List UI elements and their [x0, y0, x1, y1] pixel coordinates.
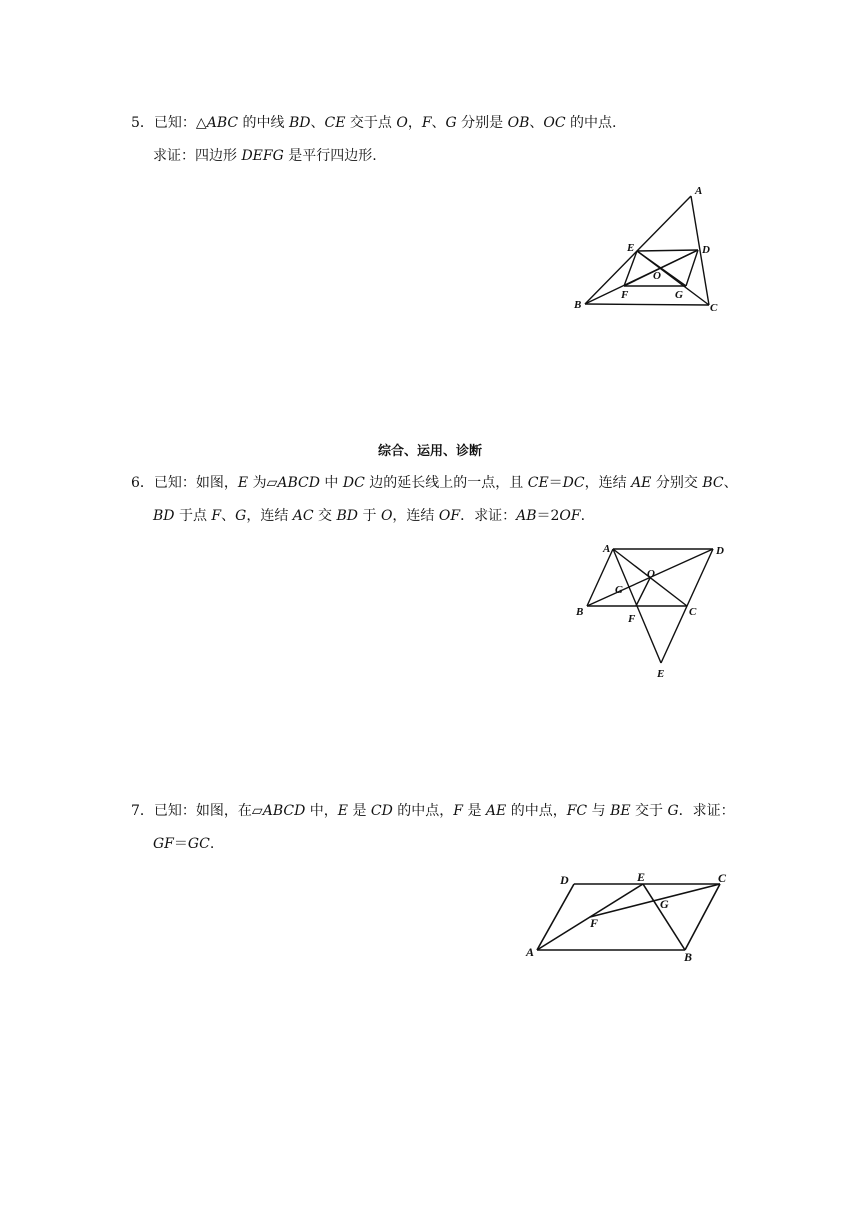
p7-label-B: B: [684, 950, 693, 964]
problem6-number: 6: [131, 475, 140, 491]
p5-label-B: B: [574, 299, 582, 311]
problem5-figure: [565, 182, 730, 317]
p7-label-E: E: [637, 870, 646, 884]
p7-label-F: F: [590, 916, 599, 930]
p6-label-B: B: [576, 606, 584, 618]
p6-label-F: F: [628, 613, 636, 625]
p7-label-A: A: [526, 945, 535, 959]
p6-label-E: E: [657, 668, 665, 680]
p7-label-C: C: [718, 871, 727, 885]
p5-label-F: F: [621, 289, 629, 301]
problem6-figure: [570, 538, 740, 683]
problem5-prove: 求证：四边形 DEFG 是平行四边形.: [153, 148, 377, 164]
p5-label-A: A: [695, 185, 703, 197]
problem7-figure: [520, 866, 735, 966]
problem7-prove: GF＝GC.: [153, 836, 215, 852]
p5-label-E: E: [627, 242, 635, 254]
problem6-statement-cont: BD 于点 F、G，连结 AC 交 BD 于 O，连结 OF．求证：AB＝2OF.: [153, 508, 586, 524]
p5-label-G: G: [675, 289, 683, 301]
p5-label-D: D: [702, 244, 710, 256]
p5-label-C: C: [710, 302, 718, 314]
p6-label-O: O: [647, 568, 655, 580]
p6-label-D: D: [716, 545, 724, 557]
section-title: 综合、运用、诊断: [377, 444, 482, 459]
p6-label-C: C: [689, 606, 697, 618]
problem5-statement: 5．已知：△ABC 的中线 BD、CE 交于点 O，F、G 分别是 OB、OC 的中点.: [131, 115, 617, 131]
p7-label-D: D: [560, 873, 569, 887]
problem7-statement: 7．已知：如图，在▱ABCD 中，E 是 CD 的中点，F 是 AE 的中点，FC 与 BE 交于 G．求证：: [131, 803, 735, 819]
problem7-number: 7: [131, 803, 140, 819]
problem5-number: 5: [131, 115, 140, 131]
p7-label-G: G: [660, 897, 669, 911]
p6-label-A: A: [603, 543, 611, 555]
p6-label-G: G: [615, 584, 623, 596]
problem6-statement: 6．已知：如图，E 为▱ABCD 中 DC 边的延长线上的一点，且 CE＝DC，连结 AE 分别交 BC、: [131, 475, 738, 491]
p5-label-O: O: [653, 270, 661, 282]
